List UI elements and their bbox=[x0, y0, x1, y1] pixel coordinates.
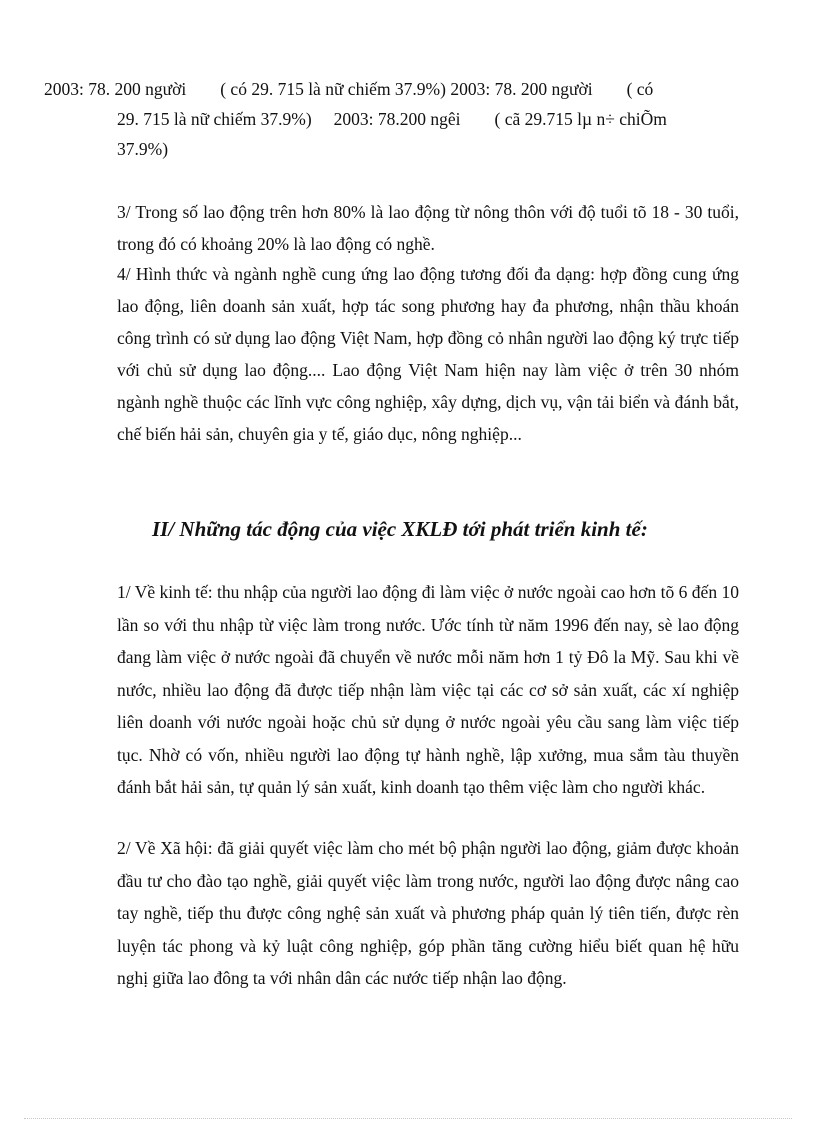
paragraph-4-text: 4/ Hình thức và ngành nghề cung ứng lao động tương đối đa dạng: hợp đồng cung ứng lao động, liên doanh sản xuất, hợp tác song phương hay đa phương, nhận thầu khoán công trình có sử dụng lao động Việt Nam, hợp đồng cỏ nhân người lao động ký trực tiếp với chủ sử dụng lao động.... Lao động Việt Nam hiện nay làm việc ở trên 30 nhóm ngành nghề thuộc các lĩnh vực công nghiệp, xây dựng, dịch vụ, vận tải biển và đánh bắt, chế biến hải sản, chuyên gia y tế, giáo dục, nông nghiệp... bbox=[117, 264, 739, 444]
section-2-paragraph-1 bbox=[117, 576, 739, 804]
paragraph-4 bbox=[117, 258, 739, 450]
paragraph-3-text: 3/ Trong số lao động trên hơn 80% là lao động từ nông thôn với độ tuổi tõ 18 - 30 tuổi, trong đó có khoảng 20% là lao động có nghề. bbox=[117, 202, 739, 254]
page-bottom-divider bbox=[24, 1118, 792, 1119]
continuation-segment-a: 29. 715 là nữ chiếm 37.9%) bbox=[117, 109, 312, 129]
paragraph-3 bbox=[117, 196, 739, 260]
statistics-segment-b: ( có 29. 715 là nữ chiếm 37.9%) 2003: 78. 200 người bbox=[220, 79, 593, 99]
section-heading: II/ Những tác động của việc XKLĐ tới phát triển kinh tế: bbox=[152, 517, 648, 541]
statistics-line bbox=[44, 74, 764, 104]
section-2-paragraph-2 bbox=[117, 832, 739, 995]
continuation-segment-b: 2003: 78.200 ngêi bbox=[333, 109, 461, 129]
economic-impact-text: 1/ Về kinh tế: thu nhập của người lao động đi làm việc ở nước ngoài cao hơn tõ 6 đến 10 lần so với thu nhập từ việc làm trong nước. Ước tính từ năm 1996 đến nay, sè lao động đang làm việc ở nước ngoài đã chuyển về nước mỗi năm hơn 1 tỷ Đô la Mỹ. Sau khi về nước, nhiều lao động đã được tiếp nhận làm việc tại các cơ sở sản xuất, các xí nghiệp liên doanh với nước ngoài hoặc chủ sử dụng ở nước ngoài yêu cầu sang làm việc tiếp tục. Nhờ có vốn, nhiều người lao động tự hành nghề, lập xưởng, mua sắm tàu thuyền đánh bắt hải sản, tự quản lý sản xuất, kinh doanh tạo thêm việc làm cho người khác. bbox=[117, 582, 739, 797]
continuation-segment-c: ( cã 29.715 lµ n÷ chiÕm bbox=[494, 109, 667, 129]
statistics-segment-c: ( có bbox=[626, 79, 654, 99]
continuation-segment-d: 37.9%) bbox=[117, 139, 169, 159]
statistics-continuation bbox=[117, 104, 739, 164]
statistics-segment-a: 2003: 78. 200 người bbox=[44, 79, 187, 99]
social-impact-text: 2/ Về Xã hội: đã giải quyết việc làm cho mét bộ phận người lao động, giảm được khoản đầu tư cho đào tạo nghề, giải quyết việc làm trong nước, người lao động được nâng cao tay nghề, tiếp thu được công nghệ sản xuất và phương pháp quản lý tiên tiến, được rèn luyện tác phong và kỷ luật công nghiệp, góp phần tăng cường hiểu biết quan hệ hữu nghị giữa lao đông ta với nhân dân các nước tiếp nhận lao động. bbox=[117, 838, 739, 988]
